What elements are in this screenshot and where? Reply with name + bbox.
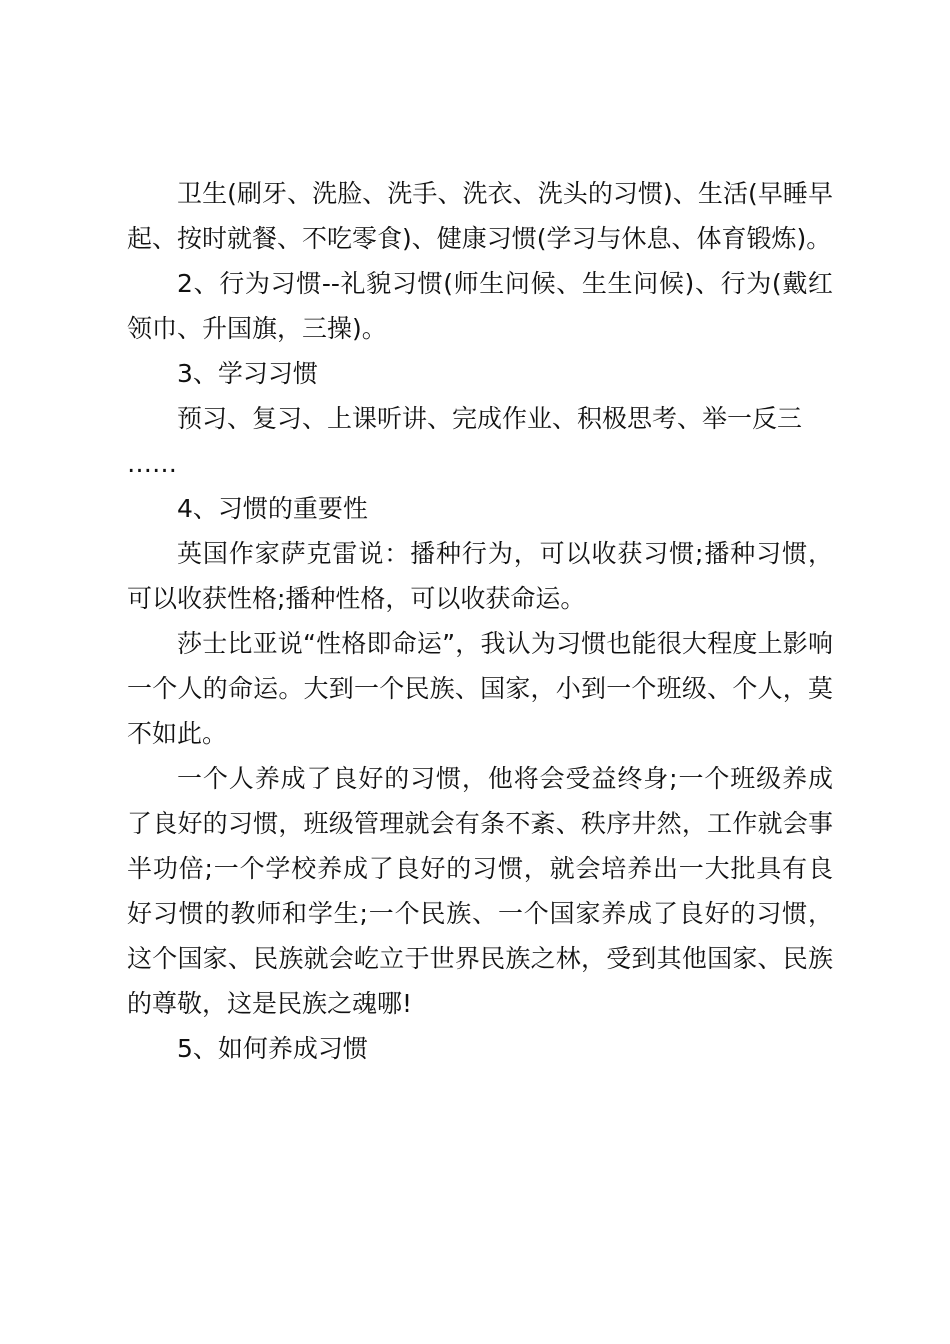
heading-importance-of-habits: 4、习惯的重要性 — [177, 494, 368, 523]
paragraph-shakespeare-quote: 莎士比亚说“性格即命运”，我认为习惯也能很大程度上影响一个人的命运。大到一个民族、国家，小到一个班级、个人，莫不如此。 — [127, 629, 833, 748]
heading-study-habits: 3、学习习惯 — [177, 359, 318, 388]
document-page — [127, 171, 833, 1071]
paragraph-study-habits-list: 预习、复习、上课听讲、完成作业、积极思考、举一反三 — [177, 404, 803, 433]
paragraph-hygiene-habits: 卫生(刷牙、洗脸、洗手、洗衣、洗头的习惯)、生活(早睡早起、按时就餐、不吃零食)、健康习惯(学习与休息、体育锻炼)。 — [127, 179, 833, 253]
paragraph-ellipsis: …… — [127, 449, 177, 478]
paragraph-thackeray-quote: 英国作家萨克雷说：播种行为，可以收获习惯;播种习惯，可以收获性格;播种性格，可以收获命运。 — [127, 539, 833, 613]
paragraph-behavior-habits: 2、行为习惯--礼貌习惯(师生问候、生生问候)、行为(戴红领巾、升国旗，三操)。 — [127, 269, 833, 343]
heading-how-to-form-habits: 5、如何养成习惯 — [177, 1034, 368, 1063]
paragraph-good-habits-benefits: 一个人养成了良好的习惯，他将会受益终身;一个班级养成了良好的习惯，班级管理就会有条不紊、秩序井然，工作就会事半功倍;一个学校养成了良好的习惯，就会培养出一大批具有良好习惯的教师和学生;一个民族、一个国家养成了良好的习惯，这个国家、民族就会屹立于世界民族之林，受到其他国家、民族的尊敬，这是民族之魂哪! — [127, 764, 833, 1018]
